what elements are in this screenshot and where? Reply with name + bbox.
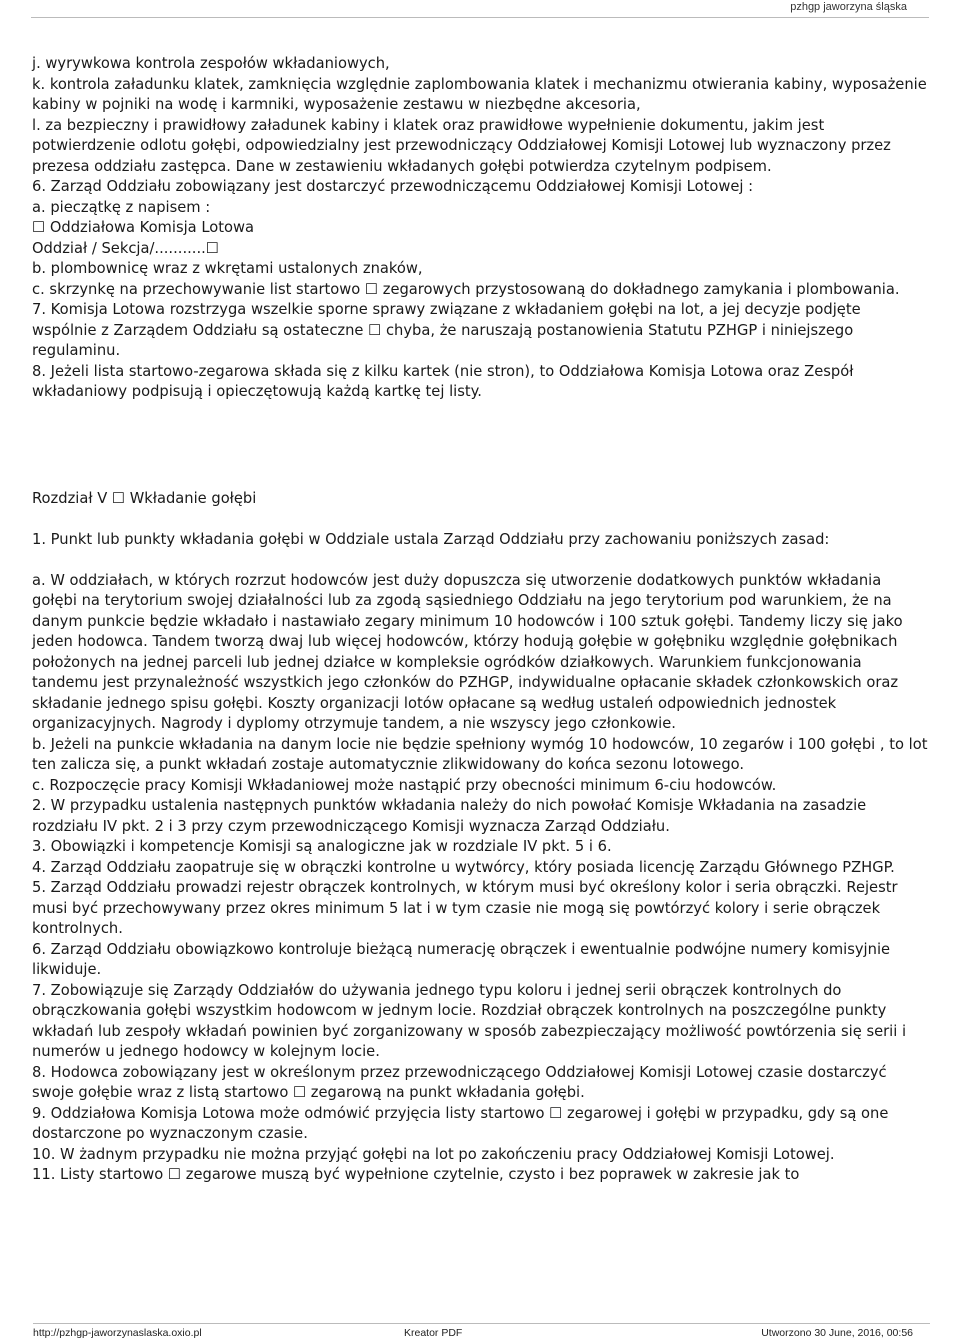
paragraph: 7. Komisja Lotowa rozstrzyga wszelkie sporne sprawy związane z wkładaniem gołębi na lot, a jej decyzje podjęte wspólnie z Zarządem Oddziału są ostateczne ☐ chyba, że naruszają postanowienia Statutu PZHGP i niniejszego regulaminu.: [32, 301, 861, 359]
paragraph: 8. Jeżeli lista startowo-zegarowa składa się z kilku kartek (nie stron), to Oddziałowa Komisja Lotowa oraz Zespół wkładaniowy podpisują i opieczętowują każdą kartkę tej listy.: [32, 362, 854, 400]
paragraph: l. za bezpieczny i prawidłowy załadunek kabiny i klatek oraz prawidłowe wypełnienie dokumentu, jakim jest potwierdzenie odlotu gołębi, odpowiedzialny jest przewodniczący Oddziałowej Komisji Lotowej lub wyznaczony przez prezesa oddziału zastępca. Dane w zestawieniu wkładanych gołębi potwierdza czytelnym podpisem.: [32, 116, 891, 175]
footer-date: Utworzono 30 June, 2016, 00:56: [761, 1327, 913, 1339]
footer-creator: Kreator PDF: [404, 1327, 463, 1339]
paragraph: 8. Hodowca zobowiązany jest w określonym przez przewodniczącego Oddziałowej Komisji Lotowej czasie dostarczyć swoje gołębie wraz z listą startowo ☐ zegarową na punkt wkładania gołębi.: [32, 1063, 887, 1101]
paragraph: c. Rozpoczęcie pracy Komisji Wkładaniowej może nastąpić przy obecności minimum 6-ciu hodowców.: [32, 776, 777, 794]
chapter-intro: 1. Punkt lub punkty wkładania gołębi w Oddziale ustala Zarząd Oddziału przy zachowaniu poniższych zasad:: [32, 530, 830, 548]
paragraph: a. pieczątkę z napisem :: [32, 198, 211, 216]
paragraph: a. W oddziałach, w których rozrzut hodowców jest duży dopuszcza się utworzenie dodatkowych punktów wkładania gołębi na terytorium swojej działalności lub za zgodą sąsiedniego Oddziału na jego terytorium pod warunkiem, że na danym punkcie będzie wkładało i nastawiało zegary minimum 10 hodowców i 100 sztuk gołębi. Tandemy liczy się jako jeden hodowca. Tandem tworzą dwaj lub więcej hodowców, którzy hodują gołębie w gołębniku względnie gołębnikach położonych na jednej parceli lub jednej działce w kompleksie ogródków działkowych. Warunkiem funkcjonowania tandemu jest przynależność wszystkich jego członków do PZHGP, indywidualne opłacanie składek członkowskich oraz składanie jednego spisu gołębi. Koszty organizacji lotów opłacane są według ustaleń odpowiednich jednostek organizacyjnych. Nagrody i dyplomy otrzymuje tandem, a nie wszyscy jego członkowie.: [32, 571, 903, 732]
paragraph: 4. Zarząd Oddziału zaopatruje się w obrączki kontrolne u wytwórcy, który posiada licencję Zarządu Głównego PZHGP.: [32, 858, 895, 876]
paragraph: j. wyrywkowa kontrola zespołów wkładaniowych,: [32, 55, 390, 72]
page-footer: [33, 1323, 930, 1339]
paragraph: 6. Zarząd Oddziału zobowiązany jest dostarczyć przewodniczącemu Oddziałowej Komisji Lotowej :: [32, 178, 754, 195]
paragraph: 9. Oddziałowa Komisja Lotowa może odmówić przyjęcia listy startowo ☐ zegarowej i gołębi w przypadku, gdy są one dostarczone po wyznaczonym czasie.: [32, 1104, 889, 1142]
paragraph: c. skrzynkę na przechowywanie list startowo ☐ zegarowych przystosowaną do dokładnego zamykania i plombowania.: [32, 280, 900, 298]
document-body: [32, 54, 928, 1186]
paragraph: 5. Zarząd Oddziału prowadzi rejestr obrączek kontrolnych, w którym musi być określony kolor i seria obrączki. Rejestr musi być przechowywany przez okres minimum 5 lat i w tym czasie nie mogą się powtórzyć kolory i serie obrączek kontrolnych.: [32, 879, 898, 937]
header-divider: [31, 17, 929, 18]
header-title: pzhgp jaworzyna śląska: [790, 1, 907, 13]
paragraph: 11. Listy startowo ☐ zegarowe muszą być wypełnione czytelnie, czysto i bez poprawek w zakresie jak to: [32, 1166, 800, 1183]
paragraph: k. kontrola załadunku klatek, zamknięcia względnie zaplombowania klatek i mechanizmu otwierania kabiny, wyposażenie kabiny w pojniki na wodę i karmniki, wyposażenie zestawu w niezbędne akcesoria,: [32, 75, 927, 113]
paragraph: b. Jeżeli na punkcie wkładania na danym locie nie będzie spełniony wymóg 10 hodowców, 10 zegarów i 100 gołębi , to lot ten zalicza się, a punkt wkładań zostaje automatycznie zlikwidowany do końca sezonu lotowego.: [32, 735, 928, 773]
section-spacer: [32, 403, 928, 489]
paragraph: 10. W żadnym przypadku nie można przyjąć gołębi na lot po zakończeniu pracy Oddziałowej Komisji Lotowej.: [32, 1145, 835, 1163]
paragraph: ☐ Oddziałowa Komisja Lotowa: [32, 219, 255, 236]
paragraph: Oddział / Sekcja/...........☐: [32, 239, 219, 257]
paragraph: 6. Zarząd Oddziału obowiązkowo kontroluje bieżącą numerację obrączek i ewentualnie podwójne numery komisyjnie likwiduje.: [32, 940, 891, 978]
blank-line: [32, 509, 928, 530]
page-header: [0, 0, 960, 16]
paragraph: 3. Obowiązki i kompetencje Komisji są analogiczne jak w rozdziale IV pkt. 5 i 6.: [32, 838, 612, 855]
paragraph: 7. Zobowiązuje się Zarządy Oddziałów do używania jednego typu koloru i jednej serii obrączek kontrolnych do obrączkowania gołębi wszystkim hodowcom w jednym locie. Rozdział obrączek kontrolnych na poszczególne punkty wkładań lub zespoły wkładań powinien być zorganizowany w sposób zabezpieczający możliwość powtórzenia się serii i numerów u jednego hodowcy w kolejnym locie.: [32, 981, 907, 1060]
footer-divider: [33, 1323, 930, 1324]
paragraph: 2. W przypadku ustalenia następnych punktów wkładania należy do nich powołać Komisje Wkładania na zasadzie rozdziału IV pkt. 2 i 3 przy czym przewodniczącego Komisji wyznacza Zarząd Oddziału.: [32, 797, 867, 835]
paragraph: b. plombownicę wraz z wkrętami ustalonych znaków,: [32, 260, 423, 277]
chapter-title: Rozdział V ☐ Wkładanie gołębi: [32, 489, 257, 507]
blank-line: [32, 550, 928, 571]
footer-url[interactable]: http://pzhgp-jaworzynaslaska.oxio.pl: [33, 1327, 202, 1339]
